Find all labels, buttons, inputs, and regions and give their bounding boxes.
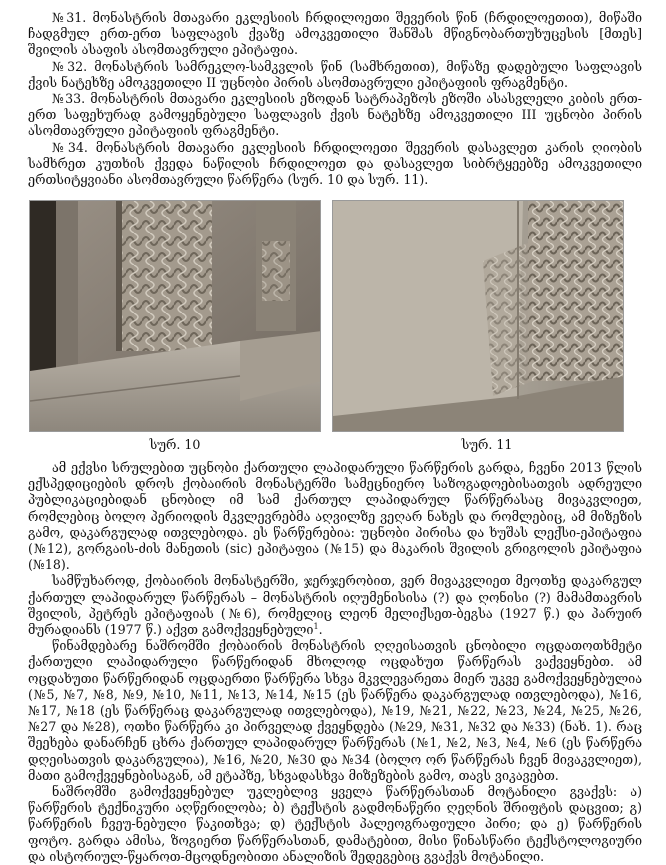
catalog-entries (28, 10, 642, 188)
entry-32: №32. მონასტრის სამრეკლო-სამკვლის წინ (სამხრეთით), მიწაზე დადებული საფლავის ქვის ნატეხზე ამოკვეთილი II უცნობი პირის ასომთავრული ეპიტაფიის ფრაგმენტი. (28, 58, 642, 90)
figure-10-photo (29, 200, 321, 432)
entry-31: №31. მონასტრის მთავარი ეკლესიის ჩრდილოეთი შევერის წინ (ჩრდილოეთით), მიწაში ჩადგმულ ერთ-ერთ საფლავის ქვაზე ამოკვეთილი შანშას მწიგნობართუხუცესის [მთეს] შვილის ასაფის ასომთავრული ეპიტაფია. (28, 10, 642, 58)
footnote-marker[interactable]: 1 (313, 621, 319, 631)
figure-11-caption: სურ. 11 (461, 437, 513, 452)
paragraph-2-text: სამწუხაროდ, ქობაირის მონასტერში, ჯერჯერობით, ვერ მივაკვლიეთ მეოთხე დაკარგულ ქართულ ლაპიდარულ წარწერას – მონასტრის იღუმენისისა (?) და ღონისი (?) მამამთავრის შვილის, პეტრეს ეპიტაფიას (№6), რომელიც ლეონ მელიქსეთ-ბეგსა (1927 წ.) და პარუირ მურადიანს (1977 წ.) აქვთ გამოქვეყნებული (28, 573, 642, 638)
paragraph-4: ნაშრომში გამოქვეყნებულ უკლებლივ ყველა წარწერასთან მოტანილი გვაქვს: ა) წარწერის ტექნიკური აღწერილობა; ბ) ტექსტის გადმონაწერი ღეღნის შრიფტის დაცვით; გ) წარწერის ჩვეუ-ნებული წაკითხვა; დ) ტექსტის პალეოგრაფიული პირი; და ე) წარწერის ფოტო. გარდა ამისა, ზოგიერთ წარწერასთან, დამატებით, მისი წინასწარი ტექსტოლოგიური და ისტორიულ-წყაროთ-მცოდნეობითი ანალიზის შედეგებიც გვაქვს მოტანილი. (28, 784, 642, 864)
paragraph-1: ამ ექვსი სრულებით უცნობი ქართული ლაპიდარული წარწერის გარდა, ჩვენი 2013 წლის ექსპედიციების დროს ქობაირის მონასტერში სამეცნიერო საზოგადოებისათვის ადრეული პუბლიკაციებიდან ცნობილ იმ სამ ქართულ ლაპიდარულ წარწერასაც მივაკვლიეთ, რომლებიც ბოლო პერიოდის მკვლევრებმა აღვილზე ვეღარ ნახეს და რომლებიც, ამ მიზეზის გამო, დაკარგულად ითვლებოდა. ეს წარწერებია: უცნობი პირისა და ხუშას ლექსი-ეპიტაფია (№12), გორგაის-ძის მანეთის (sic) ეპიტაფია (№15) და მაკარის შვილის გრიგოლის ეპიტაფია (№18). (28, 460, 642, 573)
paragraph-3: წინამდებარე ნაშრომში ქობაირის მონასტრის ღღეისათვის ცნობილი ოცდათოთხმეტი ქართული ლაპიდარული წარწერიდან მხოლოდ ოცდახუთ წარწერას ვაქვეყნებთ. ამ ოცდახუთი წარწერიდან ოცდაერთი წარწერა სხვა მკვლევარეთა მიერ უკვე გამოქვეყნებულია (№5, №7, №8, №9, №10, №11, №13, №14, №15 (ეს წარწერა დაკარგულად ითვლებოდა), №16, №17, №18 (ეს წარწერაც დაკარგულად ითვლებოდა), №19, №21, №22, №23, №24, №25, №26, №27 და №28), ოთხი წარწერა კი პირველად ქვეყნდება (№29, №31, №32 და №33) (ნახ. 1). რაც შეეხება დანარჩენ ცხრა ქართულ ლაპიდარულ წარწერას (№1, №2, №3, №4, №6 (ეს წარწერა დღეისათვის დაკარგულია), №16, №20, №30 და №34 (ბოლო ორ წარწერას ჩვენ მივაკვლიეთ), მათი გამოქვეყნებისაგან, ამ ეტაპზე, სხვადასხვა მიზეზების გამო, თავს ვიკავებთ. (28, 638, 642, 783)
figure-11-photo (332, 200, 624, 432)
figure-10-caption: სურ. 10 (149, 437, 201, 452)
entry-33: №33. მონასტრის მთავარი ეკლესიის ეზოდან სატრაპეზოს ეზოში ასასვლელი კიბის ერთ-ერთ საფეხურად გამოყენებული საფლავის ქვის ნატეხზე ამოკვეთილი III უცნობი პირის ასომთავრული ეპიტაფიის ფრაგმენტი. (28, 91, 642, 139)
entry-34: №34. მონასტრის მთავარი ეკლესიის ჩრდილოეთი შევერის დასავლეთ კარის ღიობის სამხრეთ კუთხის ქვედა ნაწილის ჩრდილოეთ და დასავლეთ სიბრტყეებზე ამოკვეთილი ერთსიტყვიანი ასომთავრული წარწერა (სურ. 10 და სურ. 11). (28, 139, 642, 188)
paragraph-2: სამწუხაროდ, ქობაირის მონასტერში, ჯერჯერობით, ვერ მივაკვლიეთ მეოთხე დაკარგულ ქართულ ლაპიდარულ წარწერას – მონასტრის იღუმენისისა (?) და ღონისი (?) მამამთავრის შვილის, პეტრეს ეპიტაფიას (№6), რომელიც ლეონ მელიქსეთ-ბეგსა (1927 წ.) და პარუირ მურადიანს (1977 წ.) აქვთ გამოქვეყნებული$^1$. (28, 573, 642, 638)
body-text (28, 460, 642, 865)
